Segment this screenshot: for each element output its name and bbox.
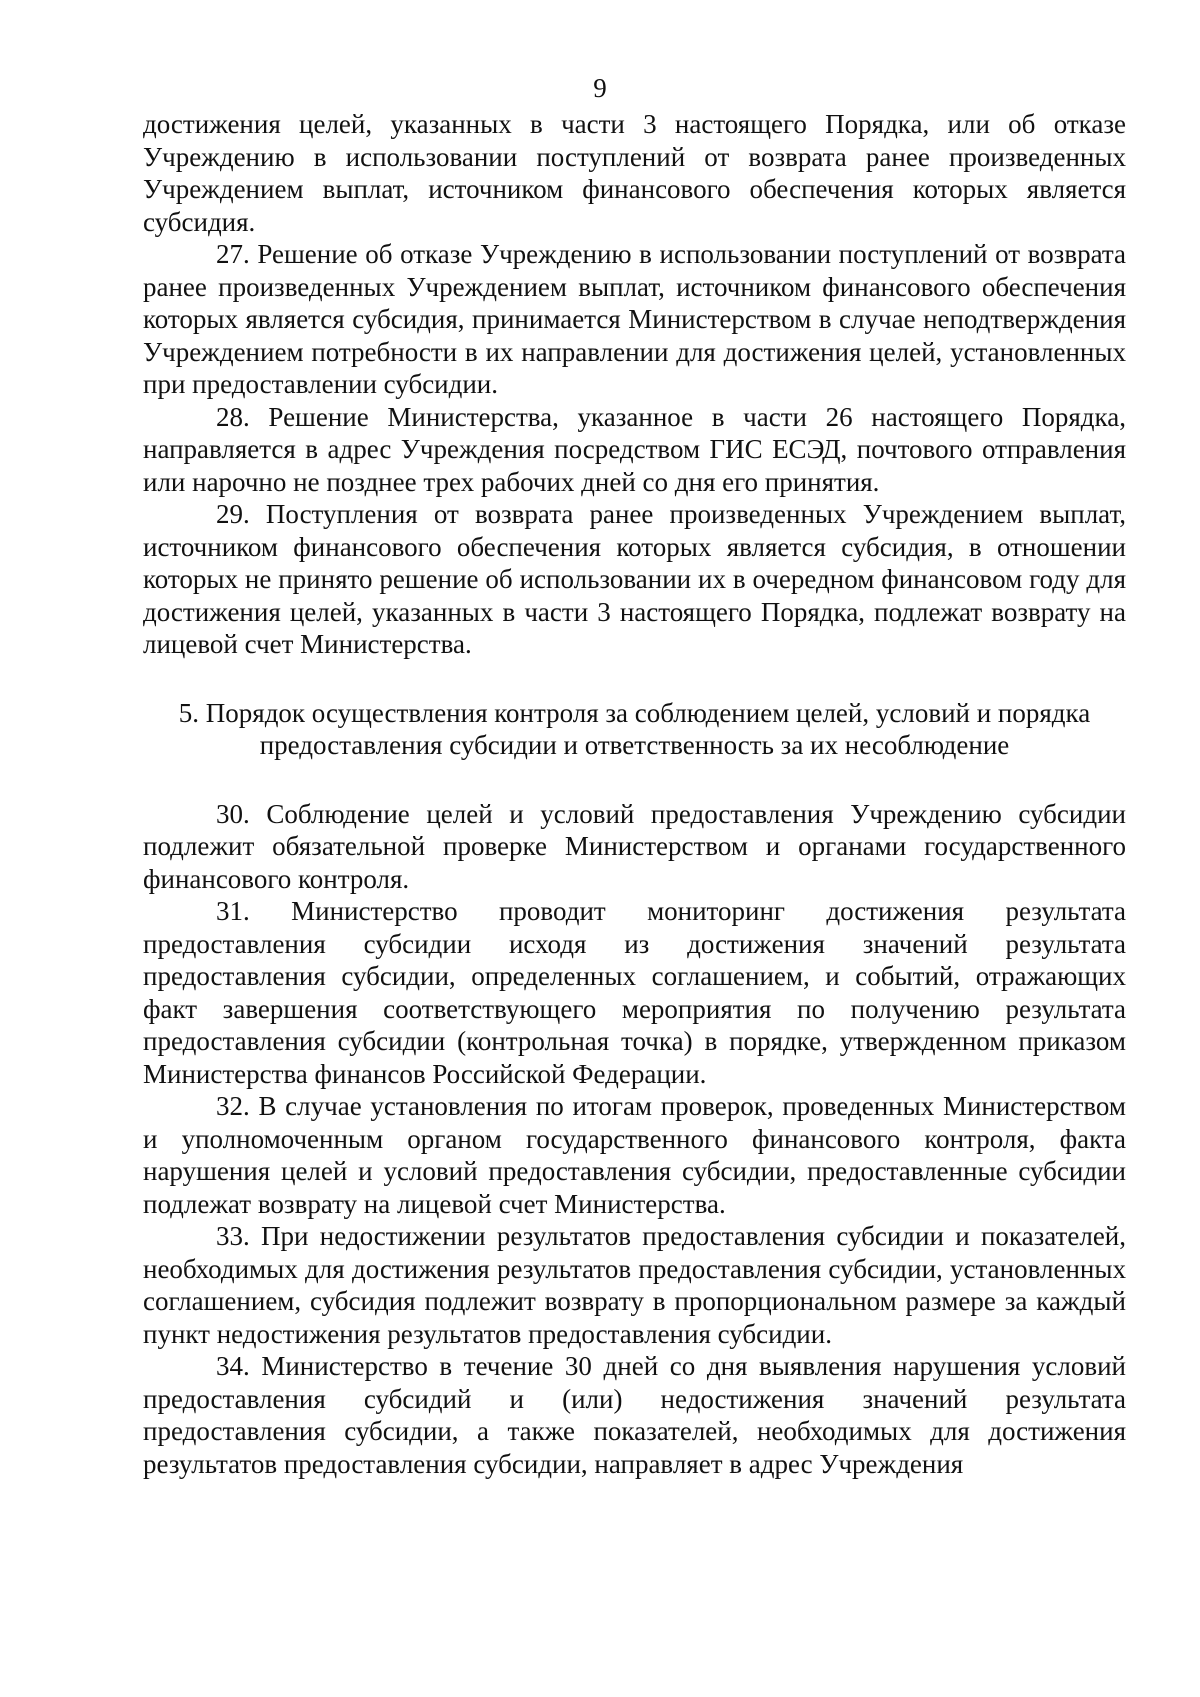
paragraph-continuation: достижения целей, указанных в части 3 настоящего Порядка, или об отказе Учреждению в использовании поступлений от возврата ранее произведенных Учреждением выплат, источником финансового обеспечения которых является субсидия. bbox=[143, 109, 1126, 237]
section-heading-line-1: 5. Порядок осуществления контроля за соблюдением целей, условий и порядка bbox=[178, 697, 1091, 728]
paragraph-27: 27. Решение об отказе Учреждению в использовании поступлений от возврата ранее произведенных Учреждением выплат, источником финансового обеспечения которых является субсидия, принимается Министерством в случае неподтверждения Учреждением потребности в их направлении для достижения целей, установленных при предоставлении субсидии. bbox=[143, 239, 1126, 399]
paragraph-30: 30. Соблюдение целей и условий предоставления Учреждению субсидии подлежит обязательной проверке Министерством и органами государственного финансового контроля. bbox=[143, 798, 1126, 894]
paragraph-34: 34. Министерство в течение 30 дней со дня выявления нарушения условий предоставления субсидий и (или) недостижения значений результата предоставления субсидии, а также показателей, необходимых для достижения результатов предоставления субсидии, направляет в адрес Учреждения bbox=[143, 1351, 1126, 1479]
page-number: 9 bbox=[593, 73, 607, 103]
section-heading bbox=[143, 697, 1126, 762]
section-heading-line-2: предоставления субсидии и ответственность за их несоблюдение bbox=[259, 730, 1010, 760]
document-body bbox=[143, 108, 1126, 1480]
paragraph-31: 31. Министерство проводит мониторинг достижения результата предоставления субсидии исходя из достижения значений результата предоставления субсидии, определенных соглашением, и событий, отражающих факт завершения соответствующего мероприятия по получению результата предоставления субсидии (контрольная точка) в порядке, утвержденном приказом Министерства финансов Российской Федерации. bbox=[143, 896, 1126, 1089]
paragraph-32: 32. В случае установления по итогам проверок, проведенных Министерством и уполномоченным органом государственного финансового контроля, факта нарушения целей и условий предоставления субсидии, предоставленные субсидии подлежат возврату на лицевой счет Министерства. bbox=[143, 1091, 1126, 1219]
paragraph-33: 33. При недостижении результатов предоставления субсидии и показателей, необходимых для достижения результатов предоставления субсидии, установленных соглашением, субсидия подлежит возврату в пропорциональном размере за каждый пункт недостижения результатов предоставления субсидии. bbox=[143, 1221, 1126, 1349]
paragraph-28: 28. Решение Министерства, указанное в части 26 настоящего Порядка, направляется в адрес Учреждения посредством ГИС ЕСЭД, почтового отправления или нарочно не позднее трех рабочих дней со дня его принятия. bbox=[143, 401, 1126, 497]
paragraph-29: 29. Поступления от возврата ранее произведенных Учреждением выплат, источником финансового обеспечения которых является субсидия, в отношении которых не принято решение об использовании их в очередном финансовом году для достижения целей, указанных в части 3 настоящего Порядка, подлежат возврату на лицевой счет Министерства. bbox=[143, 499, 1126, 659]
